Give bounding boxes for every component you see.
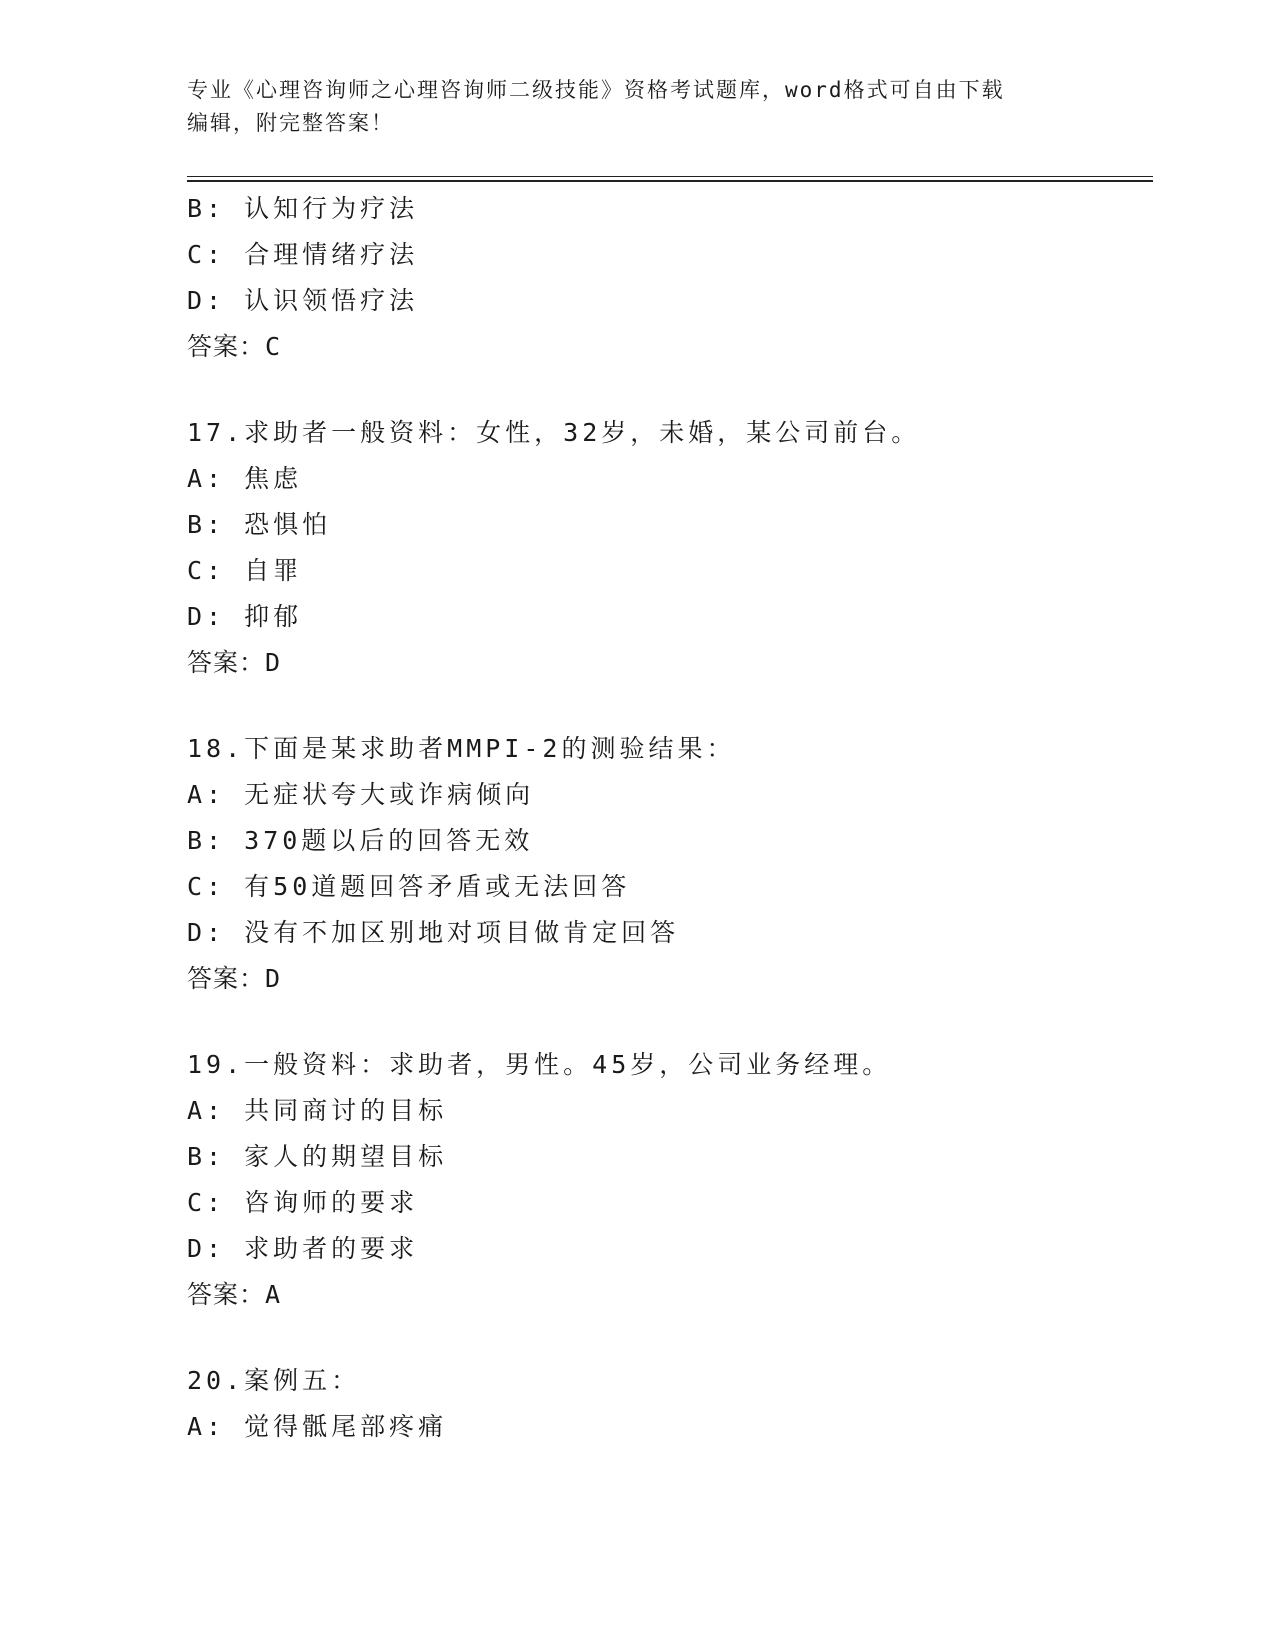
question-block-16 (187, 186, 1147, 370)
question-text: 20.案例五： (187, 1366, 361, 1395)
option-a: A: 焦虑 (187, 464, 303, 493)
option-b: B: 认知行为疗法 (187, 194, 419, 223)
answer-value: D (265, 964, 282, 993)
question-block-20 (187, 1358, 1147, 1450)
answer-line (187, 324, 1147, 370)
header-line-2: 编辑，附完整答案！ (187, 111, 394, 135)
option-d: D: 求助者的要求 (187, 1234, 419, 1263)
option-a: A: 共同商讨的目标 (187, 1096, 448, 1125)
option-d: D: 没有不加区别地对项目做肯定回答 (187, 918, 680, 947)
option-c: C: 自罪 (187, 556, 303, 585)
answer-label: 答案： (187, 964, 266, 993)
question-block-18 (187, 726, 1147, 1002)
question-text: 19.一般资料：求助者，男性。45岁，公司业务经理。 (187, 1050, 892, 1079)
header-divider-thick (187, 180, 1153, 182)
option-a: A: 无症状夸大或诈病倾向 (187, 780, 535, 809)
header-divider-thin (187, 176, 1153, 177)
question-text: 17.求助者一般资料：女性，32岁，未婚，某公司前台。 (187, 418, 921, 447)
header-line-1: 专业《心理咨询师之心理咨询师二级技能》资格考试题库，word格式可自由下载 (187, 78, 1005, 102)
answer-label: 答案： (187, 1280, 266, 1309)
question-block-19 (187, 1042, 1147, 1318)
option-c: C: 咨询师的要求 (187, 1188, 419, 1217)
option-c: C: 合理情绪疗法 (187, 240, 419, 269)
option-b: B: 370题以后的回答无效 (187, 826, 534, 855)
answer-label: 答案： (187, 332, 266, 361)
option-d: D: 抑郁 (187, 602, 303, 631)
answer-line (187, 640, 1147, 686)
document-header (187, 74, 1087, 140)
option-c: C: 有50道题回答矛盾或无法回答 (187, 872, 631, 901)
option-b: B: 恐惧怕 (187, 510, 332, 539)
answer-line (187, 956, 1147, 1002)
question-text: 18.下面是某求助者MMPI-2的测验结果： (187, 734, 736, 763)
answer-label: 答案： (187, 648, 266, 677)
option-d: D: 认识领悟疗法 (187, 286, 419, 315)
question-block-17 (187, 410, 1147, 686)
option-b: B: 家人的期望目标 (187, 1142, 448, 1171)
answer-value: D (265, 648, 282, 677)
answer-value: A (265, 1280, 282, 1309)
question-list (187, 186, 1147, 1450)
answer-value: C (265, 332, 282, 361)
answer-line (187, 1272, 1147, 1318)
option-a: A: 觉得骶尾部疼痛 (187, 1412, 448, 1441)
